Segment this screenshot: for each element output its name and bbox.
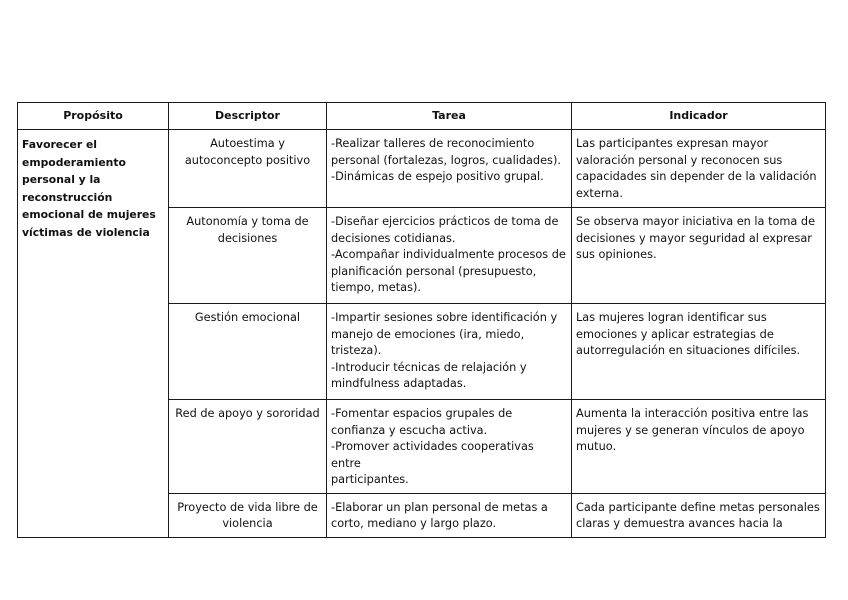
tarea-cell [327, 130, 572, 208]
indicador-line: Las mujeres logran identificar sus [576, 311, 767, 324]
descriptor-cell [169, 400, 327, 494]
tarea-line: -Dinámicas de espejo positivo grupal. [331, 170, 544, 183]
header-indicador: Indicador [572, 103, 826, 130]
proposito-line: personal y la [22, 173, 101, 187]
proposito-line: emocional de mujeres [22, 208, 156, 222]
descriptor-line: decisiones [217, 231, 278, 245]
indicador-line: autorregulación en situaciones difíciles. [576, 344, 801, 357]
tarea-line: mindfulness adaptadas. [331, 377, 467, 390]
tarea-line: -Introducir técnicas de relajación y [331, 360, 527, 374]
proposito-line: empoderamiento [22, 155, 126, 169]
tarea-line: participantes. [331, 473, 409, 486]
tarea-line: -Impartir sesiones sobre identificación y [331, 311, 558, 324]
tarea-line: decisiones cotidianas. [331, 231, 456, 245]
tarea-cell [327, 304, 572, 400]
indicador-line: mutuo. [576, 440, 617, 453]
indicador-line: sus opiniones. [576, 248, 657, 261]
descriptor-line: Proyecto de vida libre de [177, 500, 318, 514]
indicador-line: capacidades sin depender de la validación [576, 170, 817, 183]
indicador-line: mujeres y se generan vínculos de apoyo [576, 423, 805, 437]
header-descriptor: Descriptor [169, 103, 327, 130]
indicador-cell [572, 208, 826, 304]
tarea-line: -Acompañar individualmente procesos de [331, 248, 566, 261]
indicador-line: Cada participante define metas personales [576, 500, 820, 514]
indicador-line: Aumenta la interacción positiva entre las [576, 407, 809, 420]
tarea-line: manejo de emociones (ira, miedo, [331, 327, 525, 341]
tarea-cell [327, 208, 572, 304]
tarea-line: confianza y escucha activa. [331, 423, 488, 437]
table-row [18, 130, 826, 208]
tarea-line: personal (fortalezas, logros, cualidades). [331, 153, 561, 167]
descriptor-line: autoconcepto positivo [184, 153, 311, 167]
indicador-cell [572, 130, 826, 208]
descriptor-line: Gestión emocional [194, 311, 301, 324]
descriptor-cell [169, 130, 327, 208]
tarea-line: corto, mediano y largo plazo. [331, 517, 497, 530]
indicador-line: decisiones y mayor seguridad al expresar [576, 231, 812, 245]
tarea-line: tristeza). [331, 344, 382, 357]
indicador-cell [572, 493, 826, 537]
descriptor-cell [169, 493, 327, 537]
descriptor-cell [169, 208, 327, 304]
table-header-row [18, 103, 826, 130]
proposito-line: reconstrucción [22, 190, 113, 204]
descriptor-line: Red de apoyo y sororidad [175, 407, 320, 420]
indicador-line: emociones y aplicar estrategias de [576, 327, 774, 341]
proposito-cell [18, 130, 169, 538]
header-proposito: Propósito [18, 103, 169, 130]
proposito-line: víctimas de violencia [22, 225, 150, 239]
indicador-cell [572, 304, 826, 400]
tarea-line: -Elaborar un plan personal de metas a [331, 500, 548, 514]
tarea-line: planificación personal (presupuesto, [331, 264, 537, 278]
indicador-line: Se observa mayor iniciativa en la toma de [576, 215, 816, 228]
proposito-line: Favorecer el [22, 138, 97, 151]
tarea-line: tiempo, metas). [331, 281, 421, 294]
header-tarea: Tarea [327, 103, 572, 130]
tarea-line: -Realizar talleres de reconocimiento [331, 137, 535, 150]
descriptor-line: Autonomía y toma de [186, 215, 309, 228]
tarea-cell [327, 493, 572, 537]
descriptor-line: violencia [222, 517, 273, 530]
tarea-line: -Fomentar espacios grupales de [331, 407, 513, 420]
tarea-line: -Diseñar ejercicios prácticos de toma de [331, 215, 559, 228]
planning-table [17, 102, 826, 538]
indicador-line: valoración personal y reconocen sus [576, 153, 783, 167]
indicador-line: Las participantes expresan mayor [576, 137, 769, 150]
descriptor-cell [169, 304, 327, 400]
indicador-cell [572, 400, 826, 494]
indicador-line: claras y demuestra avances hacia la [576, 517, 783, 530]
descriptor-line: Autoestima y [210, 137, 285, 150]
indicador-line: externa. [576, 186, 623, 200]
tarea-cell [327, 400, 572, 494]
tarea-line: -Promover actividades cooperativas entre [331, 440, 534, 470]
